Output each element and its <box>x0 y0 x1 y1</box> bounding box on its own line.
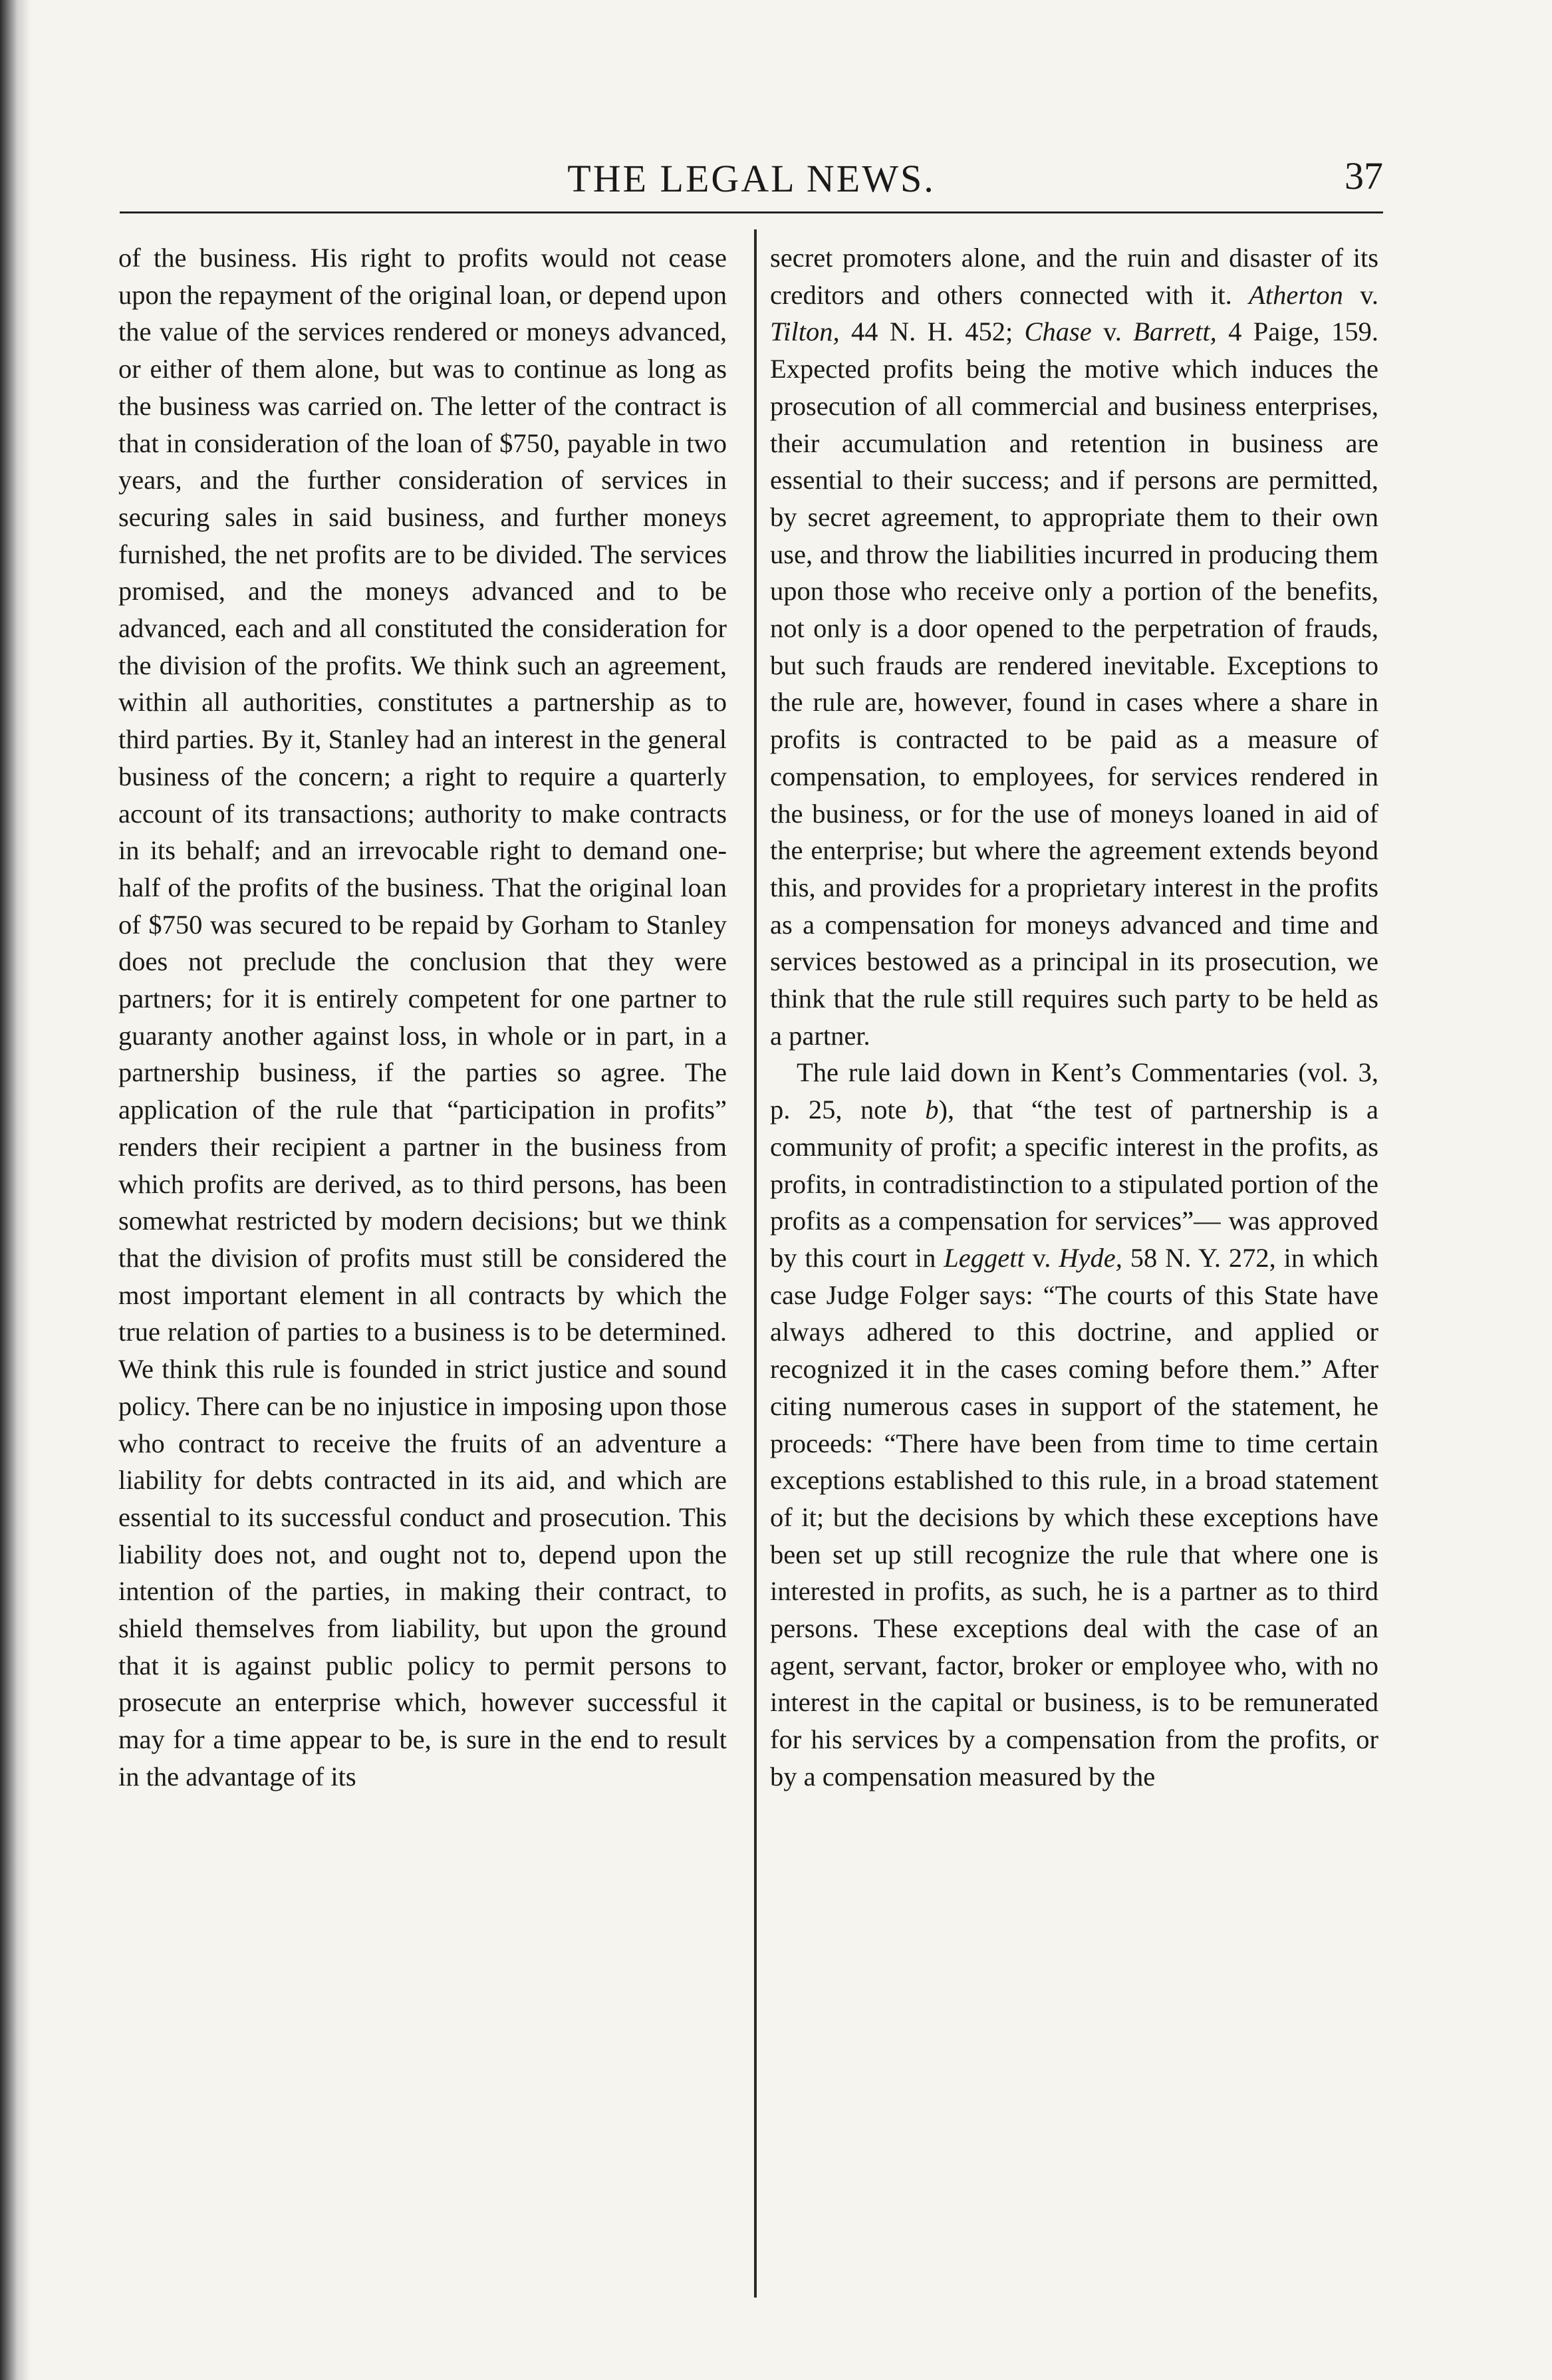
text-run: v. <box>1091 317 1134 347</box>
text-run: 4 Paige, 159. Expected profits being the motive which induces the prosecution of all commercial and business enterprises, their accumulation and retention in business are essential to their success; and if persons are permitted, by secret agreement, to appropriate them to their own use, and throw the liabilities incurred in producing them upon those who receive only a portion of the benefits, not only is a door opened to the perpetration of frauds, but such frauds are rendered inevitable. Exceptions to the rule are, however, found in cases where a share in profits is contracted to be paid as a measure of compensation, to employees, for services rendered in the business, or for the use of moneys loaned in aid of the enterprise; but where the agreement extends beyond this, and provides for a proprietary interest in the profits as a compensation for moneys advanced and time and services bestowed as a principal in its prosecution, we think that the rule still requires such party to be held as a partner. <box>770 317 1378 1051</box>
text-run: The rule laid down in Kent’s Commentaries (vol. 3, p. 25, note <box>770 1057 1378 1125</box>
right-column <box>770 239 1378 1795</box>
scan-edge <box>0 0 31 2380</box>
text-run: v. <box>1343 279 1378 310</box>
case-name: Tilton, <box>770 317 840 347</box>
case-name: Hyde, <box>1059 1242 1122 1273</box>
text-run: 58 N. Y. 272, in which case Judge Folger says: “The courts of this State have always adhered to this doctrine, and applied or recognized it in the cases coming before them.” After citing numerous cases in support of the statement, he proceeds: “There have been from time to time certain exceptions established to this rule, in a broad statement of it; but the decisions by which these exceptions have been set up still recognize the rule that where one is interested in profits, as such, he is a partner as to third persons. These exceptions deal with the case of an agent, servant, factor, broker or employee who, with no interest in the capital or business, is to be remunerated for his services by a compensation from the profits, or by a compensation measured by the <box>770 1242 1379 1791</box>
case-name: Atherton <box>1249 279 1343 310</box>
right-paragraph-2 <box>770 1054 1378 1795</box>
case-name: Barrett, <box>1133 317 1217 347</box>
case-name: Chase <box>1024 317 1092 347</box>
column-divider <box>754 229 757 2298</box>
left-column <box>118 239 727 1795</box>
running-title: THE LEGAL NEWS. <box>567 157 936 200</box>
left-paragraph: of the business. His right to profits would not cease upon the repayment of the original loan, or depend upon the value of the services rendered or moneys advanced, or either of them alone, but was to continue as long as the business was carried on. The letter of the contract is that in consideration of the loan of $750, payable in two years, and the further consideration of services in securing sales in said business, and further moneys furnished, the net profits are to be divided. The services promised, and the moneys advanced and to be advanced, each and all constituted the consideration for the division of the profits. We think such an agreement, within all authorities, constitutes a partnership as to third parties. By it, Stanley had an interest in the general business of the concern; a right to require a quarterly account of its transactions; authority to make contracts in its behalf; and an irrevocable right to demand one-half of the profits of the business. That the original loan of $750 was secured to be repaid by Gorham to Stanley does not preclude the conclusion that they were partners; for it is entirely competent for one partner to guaranty another against loss, in whole or in part, in a partnership business, if the parties so agree. The application of the rule that “participation in profits” renders their recipient a partner in the business from which profits are derived, as to third persons, has been somewhat restricted by modern decisions; but we think that the division of profits must still be considered the most important element in all contracts by which the true relation of parties to a business is to be determined. We think this rule is founded in strict justice and sound policy. There can be no injustice in imposing upon those who contract to receive the fruits of an adventure a liability for debts contracted in its aid, and which are essential to its successful conduct and prosecution. This liability does not, and ought not to, depend upon the intention of the parties, in making their contract, to shield themselves from liability, but upon the ground that it is against public policy to permit persons to prosecute an enterprise which, however successful it may for a time appear to be, is sure in the end to result in the advantage of its <box>118 243 727 1791</box>
case-name: Leggett <box>944 1242 1025 1273</box>
page-header <box>120 150 1383 203</box>
text-run: v. <box>1024 1242 1059 1273</box>
text-run: ), that “the test of partnership is a community of profit; a specific interest in the profits, as profits, in contradistinction to a stipulated portion of the profits as a compensation for services”— was approved by this court in <box>770 1095 1378 1273</box>
note-letter: b <box>925 1095 939 1125</box>
text-run: secret promoters alone, and the ruin and disaster of its creditors and others connected with it. <box>770 243 1378 310</box>
text-run: 44 N. H. 452; <box>839 317 1025 347</box>
page-number: 37 <box>1345 154 1383 198</box>
header-rule <box>120 211 1383 213</box>
right-paragraph-1 <box>770 239 1378 1054</box>
